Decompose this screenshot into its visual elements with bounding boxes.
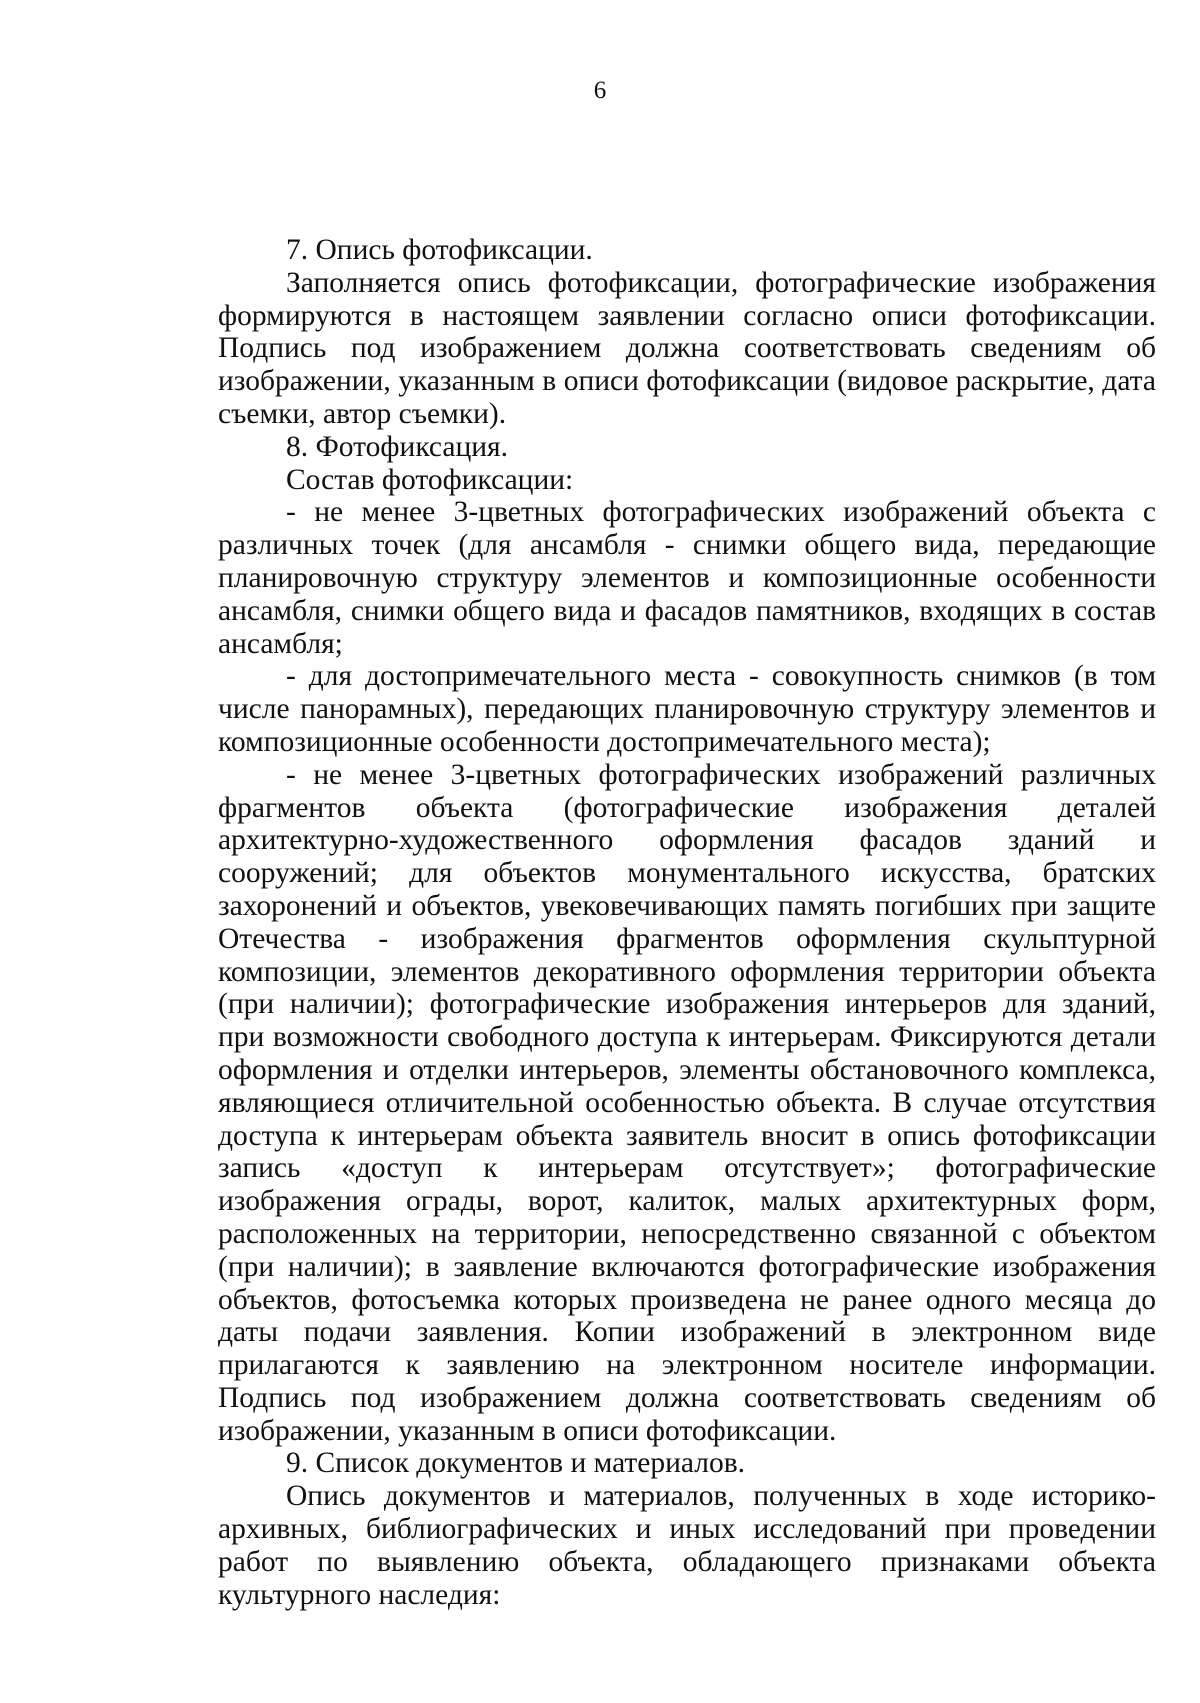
section-heading-photo-fixation: 8. Фотофиксация.: [286, 430, 508, 463]
subheading-photo-composition: Состав фотофиксации:: [286, 463, 574, 496]
list-item-object-photos: - не менее 3-цветных фотографических изображений объекта с различных точек (для ансамбля - снимки общего вида, передающие планировочную структуру элементов и композиционные особенности ансамбля, снимки общего вида и фасадов памятников, входящих в состав ансамбля;: [218, 496, 1156, 660]
section-heading-documents-list: 9. Список документов и материалов.: [286, 1447, 746, 1480]
paragraph-photo-inventory: Заполняется опись фотофиксации, фотографические изображения формируются в настоящем заявлении согласно описи фотофиксации. Подпись под изображением должна соответствовать сведениям об изображении, указанным в описи фотофиксации (видовое раскрытие, дата съемки, автор съемки).: [218, 266, 1156, 430]
list-item-landmark-photos: - для достопримечательного места - совокупность снимков (в том числе панорамных), передающих планировочную структуру элементов и композиционные особенности достопримечательного места);: [218, 660, 1156, 758]
paragraph-documents-inventory: Опись документов и материалов, полученных в ходе историко-архивных, библиографических и иных исследований при проведении работ по выявлению объекта, обладающего признаками объекта культурного наследия:: [218, 1480, 1156, 1611]
page-number: 6: [593, 77, 607, 104]
section-heading-photo-inventory: 7. Опись фотофиксации.: [286, 234, 593, 266]
document-body: [218, 234, 1156, 1611]
list-item-fragment-photos: - не менее 3-цветных фотографических изображений различных фрагментов объекта (фотографические изображения деталей архитектурно-художественного оформления фасадов зданий и сооружений; для объектов монументального искусства, братских захоронений и объектов, увековечивающих память погибших при защите Отечества - изображения фрагментов оформления скульптурной композиции, элементов декоративного оформления территории объекта (при наличии); фотографические изображения интерьеров для зданий, при возможности свободного доступа к интерьерам. Фиксируются детали оформления и отделки интерьеров, элементы обстановочного комплекса, являющиеся отличительной особенностью объекта. В случае отсутствия доступа к интерьерам объекта заявитель вносит в опись фотофиксации запись «доступ к интерьерам отсутствует»; фотографические изображения ограды, ворот, калиток, малых архитектурных форм, расположенных на территории, непосредственно связанной с объектом (при наличии); в заявление включаются фотографические изображения объектов, фотосъемка которых произведена не ранее одного месяца до даты подачи заявления. Копии изображений в электронном виде прилагаются к заявлению на электронном носителе информации. Подпись под изображением должна соответствовать сведениям об изображении, указанным в описи фотофиксации.: [218, 758, 1156, 1447]
